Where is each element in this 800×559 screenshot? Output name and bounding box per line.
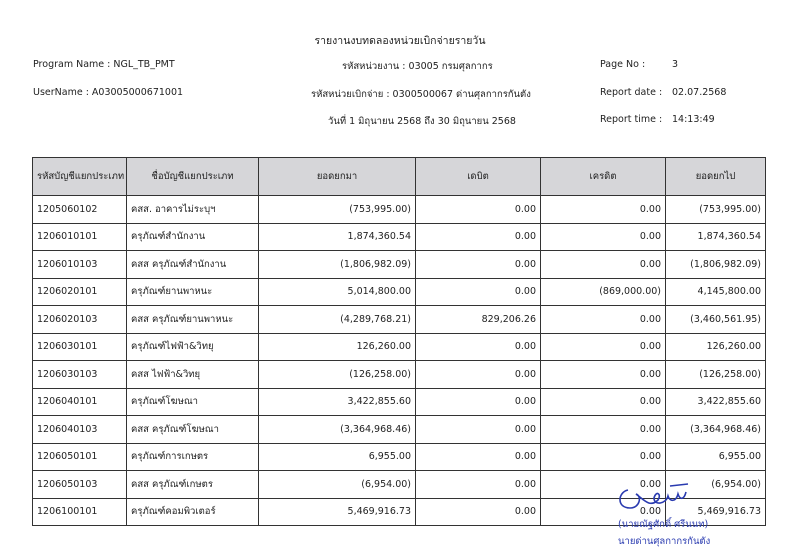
- cell-credit: 0.00: [541, 471, 666, 499]
- cell-account-name: ครุภัณฑ์คอมพิวเตอร์: [127, 498, 259, 526]
- cell-account-code: 1206020101: [33, 278, 127, 306]
- cell-credit: (869,000.00): [541, 278, 666, 306]
- cell-carried-forward: (3,460,561.95): [666, 306, 766, 334]
- cell-debit: 0.00: [416, 361, 541, 389]
- cell-brought-forward: 5,469,916.73: [259, 498, 416, 526]
- page-value: 3: [672, 59, 679, 70]
- cell-debit: 0.00: [416, 471, 541, 499]
- table-row: [33, 333, 766, 361]
- cell-debit: 0.00: [416, 388, 541, 416]
- cell-brought-forward: (126,258.00): [259, 361, 416, 389]
- cell-debit: 0.00: [416, 278, 541, 306]
- cell-brought-forward: 1,874,360.54: [259, 223, 416, 251]
- table-row: [33, 443, 766, 471]
- cell-carried-forward: 6,955.00: [666, 443, 766, 471]
- table-row: [33, 251, 766, 279]
- cell-brought-forward: (6,954.00): [259, 471, 416, 499]
- col-header-carried-forward: ยอดยกไป: [666, 158, 766, 196]
- cell-credit: 0.00: [541, 333, 666, 361]
- cell-account-code: 1206010103: [33, 251, 127, 279]
- cell-debit: 0.00: [416, 498, 541, 526]
- cell-account-name: คสส ครุภัณฑ์สำนักงาน: [127, 251, 259, 279]
- cell-account-code: 1206040103: [33, 416, 127, 444]
- cell-account-name: คสส ไฟฟ้า&วิทยุ: [127, 361, 259, 389]
- table-row: [33, 196, 766, 224]
- user-name: UserName : A03005000671001: [33, 87, 184, 98]
- cell-credit: 0.00: [541, 388, 666, 416]
- report-period: วันที่ 1 มิถุนายน 2568 ถึง 30 มิถุนายน 2568: [328, 116, 516, 127]
- cell-carried-forward: 126,260.00: [666, 333, 766, 361]
- cell-brought-forward: (4,289,768.21): [259, 306, 416, 334]
- cell-account-name: คสส. อาคารไม่ระบุฯ: [127, 196, 259, 224]
- trial-balance-table: [32, 157, 766, 526]
- report-title: รายงานงบทดลองหน่วยเบิกจ่ายรายวัน: [314, 35, 486, 47]
- cell-account-code: 1206050101: [33, 443, 127, 471]
- col-header-name: ชื่อบัญชีแยกประเภท: [127, 158, 259, 196]
- cell-account-code: 1205060102: [33, 196, 127, 224]
- cell-carried-forward: (3,364,968.46): [666, 416, 766, 444]
- table-row: [33, 306, 766, 334]
- cell-account-code: 1206030103: [33, 361, 127, 389]
- report-date-label: Report date :: [600, 87, 663, 98]
- cell-account-name: ครุภัณฑ์สำนักงาน: [127, 223, 259, 251]
- cell-debit: 0.00: [416, 333, 541, 361]
- cell-debit: 0.00: [416, 223, 541, 251]
- cell-account-code: 1206100101: [33, 498, 127, 526]
- table-row: [33, 416, 766, 444]
- cell-account-name: คสส ครุภัณฑ์โฆษณา: [127, 416, 259, 444]
- table-row: [33, 388, 766, 416]
- cell-credit: 0.00: [541, 443, 666, 471]
- cell-carried-forward: 3,422,855.60: [666, 388, 766, 416]
- report-time-label: Report time :: [600, 114, 663, 125]
- cell-debit: 0.00: [416, 251, 541, 279]
- col-header-debit: เดบิต: [416, 158, 541, 196]
- cell-credit: 0.00: [541, 416, 666, 444]
- cell-brought-forward: 5,014,800.00: [259, 278, 416, 306]
- signatory-name: (นายณัฐศักดิ์ ศรีนนท): [618, 519, 709, 530]
- cell-credit: 0.00: [541, 196, 666, 224]
- cell-account-name: ครุภัณฑ์การเกษตร: [127, 443, 259, 471]
- col-header-brought-forward: ยอดยกมา: [259, 158, 416, 196]
- cell-debit: 829,206.26: [416, 306, 541, 334]
- cell-carried-forward: 4,145,800.00: [666, 278, 766, 306]
- cell-carried-forward: (1,806,982.09): [666, 251, 766, 279]
- cell-brought-forward: (753,995.00): [259, 196, 416, 224]
- cell-account-code: 1206030101: [33, 333, 127, 361]
- table-row: [33, 361, 766, 389]
- cell-account-code: 1206050103: [33, 471, 127, 499]
- report-date-value: 02.07.2568: [672, 87, 727, 98]
- table-row: [33, 278, 766, 306]
- cell-account-name: ครุภัณฑ์ยานพาหนะ: [127, 278, 259, 306]
- cell-brought-forward: 3,422,855.60: [259, 388, 416, 416]
- cell-brought-forward: (1,806,982.09): [259, 251, 416, 279]
- cell-credit: 0.00: [541, 223, 666, 251]
- cell-account-code: 1206010101: [33, 223, 127, 251]
- cell-debit: 0.00: [416, 196, 541, 224]
- unit-code: รหัสหน่วยงาน : 03005 กรมศุลกากร: [342, 61, 493, 72]
- disburse-unit: รหัสหน่วยเบิกจ่าย : 0300500067 ด่านศุลกากรกันตัง: [311, 89, 531, 100]
- cell-account-name: คสส ครุภัณฑ์เกษตร: [127, 471, 259, 499]
- cell-account-name: คสส ครุภัณฑ์ยานพาหนะ: [127, 306, 259, 334]
- cell-carried-forward: (753,995.00): [666, 196, 766, 224]
- col-header-code: รหัสบัญชีแยกประเภท: [33, 158, 127, 196]
- cell-credit: 0.00: [541, 306, 666, 334]
- cell-account-name: ครุภัณฑ์ไฟฟ้า&วิทยุ: [127, 333, 259, 361]
- cell-account-code: 1206020103: [33, 306, 127, 334]
- table-row: [33, 223, 766, 251]
- report-time-value: 14:13:49: [672, 114, 715, 125]
- cell-brought-forward: 126,260.00: [259, 333, 416, 361]
- cell-credit: 0.00: [541, 251, 666, 279]
- program-name: Program Name : NGL_TB_PMT: [33, 59, 175, 70]
- table-header-row: [33, 158, 766, 196]
- cell-brought-forward: 6,955.00: [259, 443, 416, 471]
- cell-credit: 0.00: [541, 498, 666, 526]
- cell-carried-forward: (6,954.00): [666, 471, 766, 499]
- cell-debit: 0.00: [416, 443, 541, 471]
- cell-carried-forward: 5,469,916.73: [666, 498, 766, 526]
- signatory-title: นายด่านศุลกากรกันตัง: [618, 536, 711, 547]
- page-label: Page No :: [600, 59, 646, 70]
- signature-scribble: [610, 478, 710, 518]
- cell-account-code: 1206040101: [33, 388, 127, 416]
- cell-credit: 0.00: [541, 361, 666, 389]
- cell-carried-forward: (126,258.00): [666, 361, 766, 389]
- cell-carried-forward: 1,874,360.54: [666, 223, 766, 251]
- col-header-credit: เครดิต: [541, 158, 666, 196]
- cell-account-name: ครุภัณฑ์โฆษณา: [127, 388, 259, 416]
- cell-brought-forward: (3,364,968.46): [259, 416, 416, 444]
- cell-debit: 0.00: [416, 416, 541, 444]
